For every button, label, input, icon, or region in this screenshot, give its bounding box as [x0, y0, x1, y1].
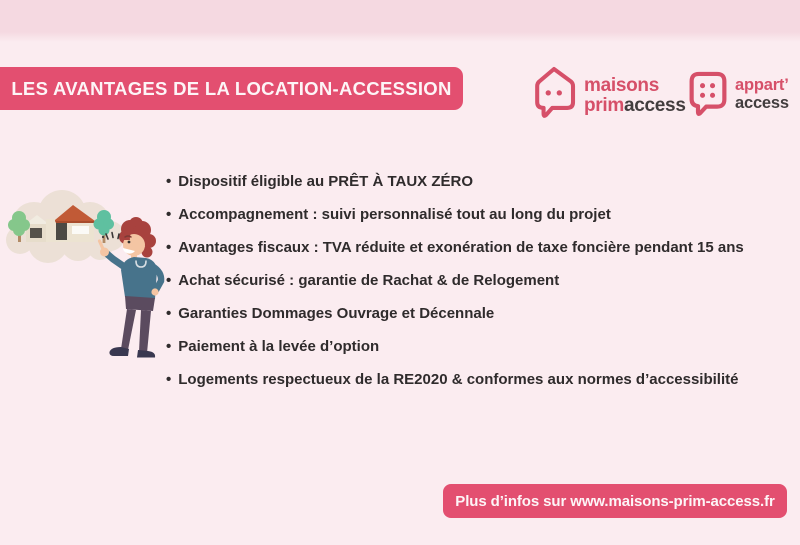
- benefit-text: Achat sécurisé : garantie de Rachat & de Relogement: [178, 272, 560, 289]
- benefit-text: Avantages fiscaux : TVA réduite et exonération de taxe foncière pendant 15 ans: [178, 239, 744, 256]
- benefit-item: [166, 264, 800, 297]
- benefits-list: [166, 165, 800, 396]
- logo-word-access2: access: [735, 94, 789, 112]
- house-speech-bubble-icon: [531, 66, 577, 123]
- logo-maisons-primaccess: [531, 66, 686, 123]
- bullet-icon: •: [166, 272, 172, 289]
- logo-appart-text: [735, 76, 789, 112]
- benefit-text: Paiement à la levée d’option: [178, 338, 380, 355]
- benefit-item: [166, 231, 800, 264]
- logo-word-maisons: maisons: [584, 75, 659, 96]
- benefit-text: Garanties Dommages Ouvrage et Décennale: [178, 305, 495, 322]
- benefit-text: Dispositif éligible au PRÊT À TAUX ZÉRO: [178, 173, 474, 190]
- title-banner: [0, 67, 463, 110]
- benefit-item: [166, 330, 800, 363]
- benefit-item: [166, 297, 800, 330]
- bullet-icon: •: [166, 305, 172, 322]
- footer-info-banner[interactable]: [443, 484, 787, 518]
- logo-maisons-text: [584, 76, 686, 116]
- logo-word-access: access: [623, 95, 686, 116]
- logo-appart-access: [688, 70, 789, 121]
- benefit-text: Logements respectueux de la RE2020 & conformes aux normes d’accessibilité: [178, 371, 739, 388]
- page-title: LES AVANTAGES DE LA LOCATION-ACCESSION: [11, 77, 452, 99]
- benefit-item: [166, 198, 800, 231]
- logo-word-appart: appart’: [735, 76, 789, 94]
- bullet-icon: •: [166, 239, 172, 256]
- benefit-text: Accompagnement : suivi personnalisé tout au long du projet: [178, 206, 611, 223]
- benefit-item: [166, 165, 800, 198]
- bullet-icon: •: [166, 173, 172, 190]
- logo-word-prim: prim: [584, 95, 624, 116]
- bullet-icon: •: [166, 206, 172, 223]
- square-speech-bubble-icon: [688, 70, 728, 121]
- bullet-icon: •: [166, 338, 172, 355]
- bullet-icon: •: [166, 371, 172, 388]
- illustration-man-dream-house: [0, 180, 172, 370]
- benefit-item: [166, 363, 800, 396]
- footer-info-text: Plus d’infos sur www.maisons-prim-access.fr: [455, 492, 775, 510]
